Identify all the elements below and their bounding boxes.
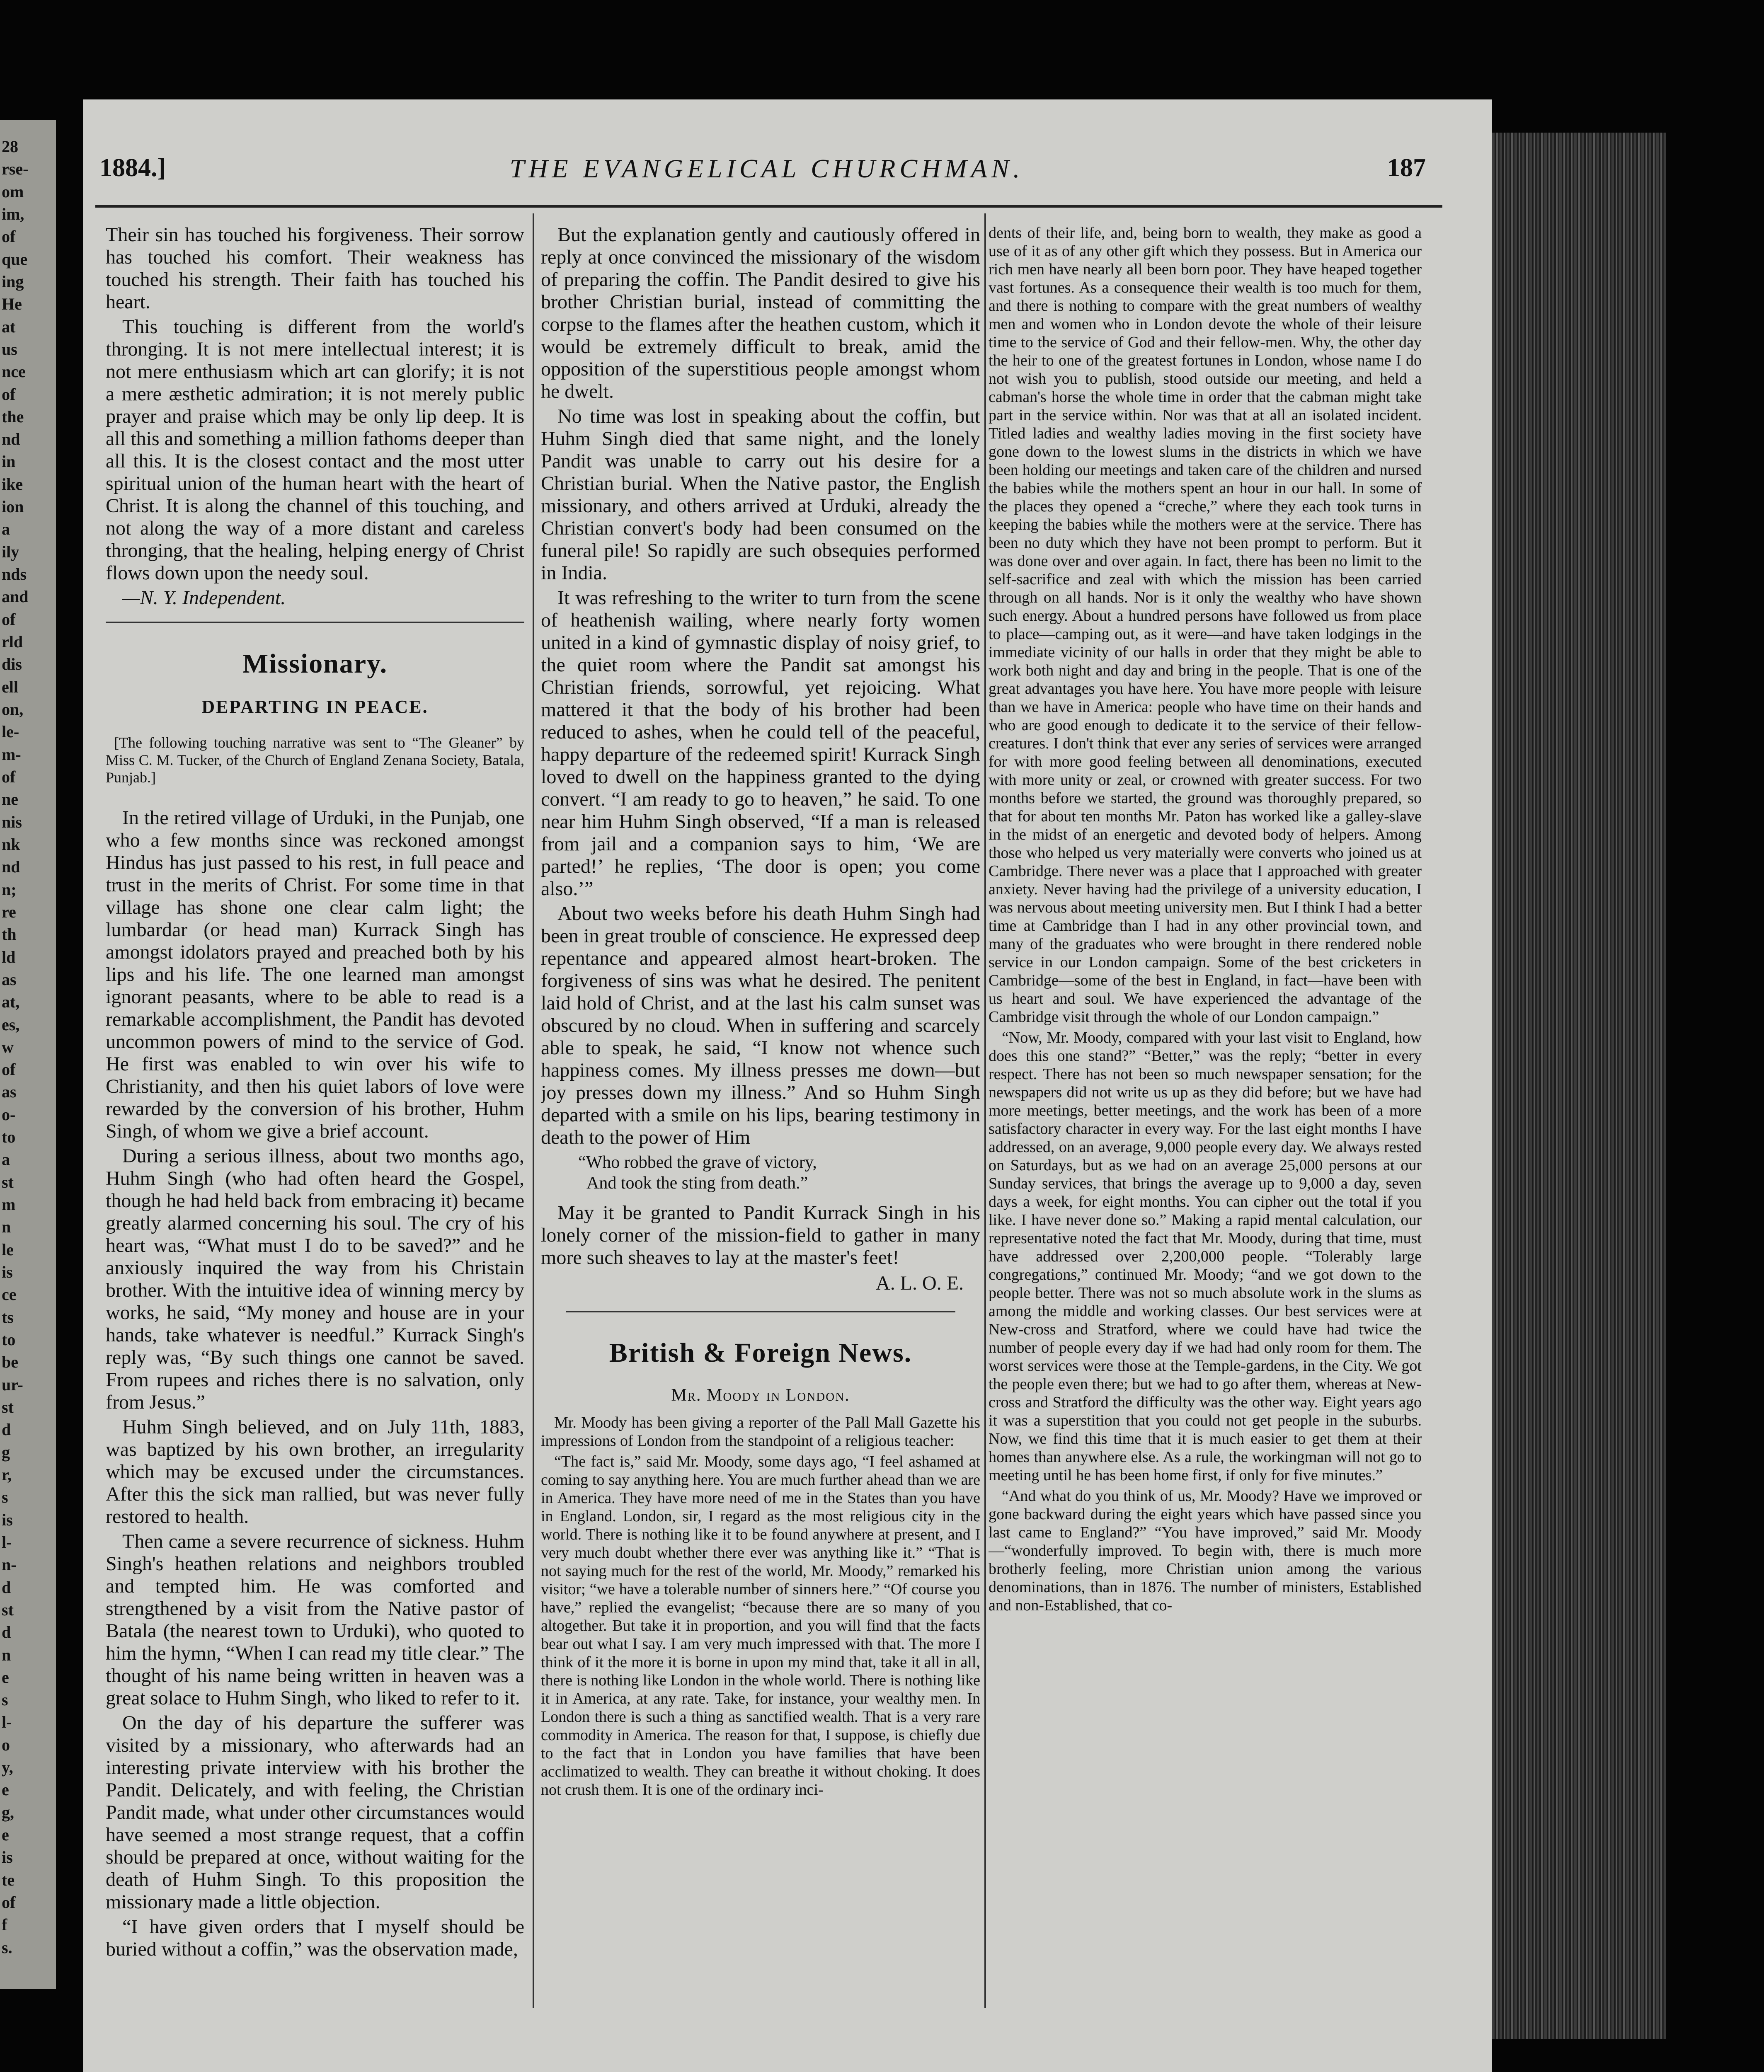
- paragraph: But the explanation gently and cautiously offered in reply at once convinced the missionary of the wisdom of preparing the coffin. The Pandit desired to give his brother Christian burial, instead of committing the corpse to the flames after the heathen custom, which it would be extremely difficult to break, amid the opposition of the superstitious people amongst whom he dwelt.: [541, 224, 980, 402]
- prev-page-fragment: le-: [2, 722, 19, 741]
- prev-page-fragment: nd: [2, 430, 20, 449]
- prev-page-fragment: f: [2, 1915, 7, 1934]
- prev-page-fragment: y,: [2, 1758, 13, 1777]
- prev-page-fragment: of: [2, 610, 16, 629]
- prev-page-fragment: nce: [2, 362, 26, 381]
- prev-page-fragment: g: [2, 1443, 10, 1462]
- prev-page-fragment: a: [2, 1150, 10, 1169]
- prev-page-fragment: be: [2, 1353, 18, 1372]
- paragraph: “I have given orders that I myself should be buried without a coffin,” was the observation made,: [106, 1916, 524, 1960]
- prev-page-fragment: st: [2, 1172, 14, 1191]
- prev-page-fragment: rse-: [2, 160, 29, 179]
- section-title-news: British & Foreign News.: [609, 1338, 912, 1368]
- page-stack-edges: [1492, 133, 1666, 2039]
- prev-page-fragment: im,: [2, 204, 24, 223]
- paragraph: Huhm Singh believed, and on July 11th, 1883, was baptized by his own brother, an irregularity which may be excused under the circumstances. After this the sick man rallied, but was never fully restored to health.: [106, 1416, 524, 1527]
- paragraph: It was refreshing to the writer to turn from the scene of heathenish wailing, where nearly forty women united in a kind of gymnastic display of noisy grief, to the quiet room where the Pandit sat amongst his Christian friends, sorrowful, yet rejoicing. What mattered it that the body of his brother had been reduced to ashes, when he could tell of the peaceful, happy departure of the redeemed spirit! Kurrack Singh loved to dwell on the happiness granted to the dying convert. “I am ready to go to heaven,” he said. To one near him Huhm Singh observed, “If a man is released from jail and a companion says to him, ‘We are parted!’ he replies, ‘The door is open; you come also.’”: [541, 587, 980, 900]
- header-year: 1884.]: [99, 154, 166, 182]
- prev-page-fragment: n;: [2, 880, 17, 899]
- prev-page-fragment: 28: [2, 137, 18, 156]
- prev-page-fragment: of: [2, 227, 16, 246]
- prev-page-fragment: rld: [2, 632, 23, 651]
- paragraph: May it be granted to Pandit Kurrack Singh in his lonely corner of the mission-field to gather in many more such sheaves to lay at the master's feet!: [541, 1202, 980, 1268]
- column-divider-2: [984, 213, 986, 2008]
- page-header: [99, 153, 1434, 199]
- prev-page-fragment: o: [2, 1735, 10, 1754]
- prev-page-fragment: and: [2, 587, 29, 606]
- prev-page-fragment: ne: [2, 790, 18, 809]
- page-number: 187: [1387, 154, 1426, 182]
- prev-page-fragment: s: [2, 1690, 8, 1709]
- paragraph: Mr. Moody has been giving a reporter of the Pall Mall Gazette his impressions of London from the standpoint of a religious teacher:: [541, 1414, 980, 1450]
- prev-page-fragment: te: [2, 1870, 15, 1889]
- section-rule: [566, 1311, 955, 1312]
- article-title: DEPARTING IN PEACE.: [201, 697, 429, 717]
- prev-page-fragment: ike: [2, 474, 23, 494]
- prev-page-fragment: le: [2, 1240, 14, 1259]
- prev-page-fragment: re: [2, 902, 16, 921]
- prev-page-fragment: is: [2, 1848, 13, 1867]
- poem-quote: [541, 1152, 980, 1193]
- prev-page-fragment: w: [2, 1037, 14, 1056]
- prev-page-fragment: n-: [2, 1555, 17, 1574]
- paragraph: About two weeks before his death Huhm Singh had been in great trouble of conscience. He expressed deep repentance and appeared almost heart-broken. The forgiveness of sins was what he desired. The penitent laid hold of Christ, and at the last his calm sunset was obscured by no cloud. When in suffering and scarcely able to speak, he said, “I know not whence such happiness comes. My illness presses me down—but joy presses down my illness.” And so Huhm Singh departed with a smile on his lips, bearing testimony in death to the power of Him: [541, 903, 980, 1148]
- column-1: [106, 224, 524, 2018]
- masthead-title: THE EVANGELICAL CHURCHMAN.: [509, 154, 1024, 183]
- prev-page-fragment: He: [2, 295, 22, 314]
- prev-page-fragment: d: [2, 1578, 11, 1597]
- prev-page-fragment: ce: [2, 1285, 17, 1304]
- poem-line: And took the sting from death.”: [586, 1174, 808, 1193]
- prev-page-fragment: e: [2, 1780, 9, 1799]
- prev-page-fragment: que: [2, 249, 28, 269]
- prev-page-fragment: of: [2, 1893, 16, 1912]
- prev-page-fragment: nd: [2, 857, 20, 876]
- column-divider-1: [533, 213, 534, 2008]
- prev-page-fragment: m: [2, 1195, 16, 1214]
- section-rule: [106, 622, 524, 623]
- prev-page-fragment: ld: [2, 947, 16, 966]
- prev-page-fragment: is: [2, 1263, 13, 1282]
- prev-page-fragment: d: [2, 1420, 11, 1439]
- prev-page-fragment: e: [2, 1668, 9, 1687]
- signature: A. L. O. E.: [876, 1272, 964, 1294]
- prev-page-fragment: r,: [2, 1465, 12, 1484]
- section-title-missionary: Missionary.: [242, 649, 388, 679]
- prev-page-fragment: o-: [2, 1105, 16, 1124]
- prev-page-fragment: s.: [2, 1938, 12, 1957]
- prev-page-fragment: ing: [2, 272, 24, 291]
- prev-page-fragment: nds: [2, 565, 27, 584]
- prev-page-fragment: to: [2, 1330, 16, 1349]
- prev-page-fragment: th: [2, 925, 17, 944]
- paragraph: On the day of his departure the sufferer was visited by a missionary, who afterwards had an interesting private interview with his brother the Pandit. Delicately, and with feeling, the Christian Pandit made, what under other circumstances would have seemed a most strange request, that a coffin should be prepared at once, without waiting for the death of Huhm Singh. To this proposition the missionary made a little objection.: [106, 1712, 524, 1913]
- prev-page-fragment: to: [2, 1128, 16, 1147]
- prev-page-fragment: at,: [2, 992, 20, 1012]
- paragraph: “The fact is,” said Mr. Moody, some days ago, “I feel ashamed at coming to say anything here. You are much further ahead than we are in America. They have more need of me in the States than you have in England. London, sir, I regard as the most religious city in the world. There is nothing like it to be found anywhere at present, and I very much doubt whether there ever was anything like it.” “That is not saying much for the rest of the world, Mr. Moody,” remarked his visitor; “we have a tolerable number of sinners here.” “Of course you have,” replied the evangelist; “because there are so many of you altogether. But take it in proportion, and you will find that the facts bear out what I say. I am very much impressed with that. The more I think of it the more it is borne in upon my mind that, take it all in all, there is nothing like London in the whole world. There is nothing like it in America, at any rate. Take, for instance, your wealthy men. In London there is such a thing as sanctified wealth. That is a very rare commodity in America. The reason for that, I suppose, is chiefly due to the fact that in London you have families that have been acclimatized to wealth. They can breathe it without choking. It does not crush them. It is one of the ordinary inci-: [541, 1453, 980, 1798]
- prev-page-fragment: a: [2, 520, 10, 539]
- prev-page-fragment: the: [2, 407, 24, 426]
- prev-page-fragment: n: [2, 1645, 11, 1664]
- paragraph: This touching is different from the world's thronging. It is not mere intellectual interest; it is not mere enthusiasm which art can glorify; it is not a mere æsthetic admiration; it is not merely public prayer and praise which may be only lip deep. It is all this and something a million fathoms deeper than all this. It is the closest contact and the most utter spiritual union of the human heart with the heart of Christ. It is along the channel of this touching, and not along the way of a more distant and careless thronging, that the healing, helping energy of Christ flows down upon the needy soul.: [106, 316, 524, 584]
- prev-page-fragment: st: [2, 1397, 14, 1416]
- prev-page-fragment: e: [2, 1825, 9, 1844]
- prev-page-fragment: d: [2, 1623, 11, 1642]
- prev-page-fragment: nk: [2, 835, 20, 854]
- prev-page-fragment: us: [2, 339, 17, 358]
- prev-page-fragment: ion: [2, 497, 24, 516]
- prev-page-fragment: is: [2, 1510, 13, 1529]
- prev-page-fragment: as: [2, 970, 17, 989]
- prev-page-fragment: ts: [2, 1307, 14, 1326]
- prev-page-fragment: l-: [2, 1713, 12, 1732]
- paragraph: Their sin has touched his forgiveness. Their sorrow has touched his comfort. Their weakness has touched his strength. Their faith has touched his heart.: [106, 224, 524, 313]
- article-title: Mr. Moody in London.: [671, 1386, 850, 1405]
- source-attribution: —N. Y. Independent.: [122, 587, 286, 609]
- paragraph: No time was lost in speaking about the coffin, but Huhm Singh died that same night, and the lonely Pandit was unable to carry out his desire for a Christian burial. When the Native pastor, the English missionary, and others arrived at Urduki, already the Christian convert's body had been consumed on the funeral pile! So rapidly are such obsequies performed in India.: [541, 405, 980, 584]
- column-2: [541, 224, 980, 2018]
- previous-page-edge: [0, 120, 56, 1989]
- prev-page-fragment: of: [2, 1060, 16, 1079]
- prev-page-fragment: dis: [2, 655, 22, 674]
- prev-page-fragment: nis: [2, 812, 22, 831]
- prev-page-fragment: of: [2, 385, 16, 404]
- paragraph: Then came a severe recurrence of sickness. Huhm Singh's heathen relations and neighbors troubled and tempted him. He was comforted and strengthened by a visit from the Native pastor of Batala (the nearest town to Urduki), who quoted to him the hymn, “When I can read my title clear.” The thought of his name being written in heaven was a great solace to Huhm Singh, who liked to refer to it.: [106, 1530, 524, 1709]
- paragraph: “And what do you think of us, Mr. Moody? Have we improved or gone backward during the eight years which have passed since you last came to England?” “You have improved,” said Mr. Moody—“wonderfully improved. To begin with, there is much more brotherly feeling, more Christian union among the various denominations, than in 1876. The number of ministers, Established and non-Established, that co-: [989, 1487, 1422, 1614]
- paragraph: In the retired village of Urduki, in the Punjab, one who a few months since was reckoned amongst Hindus has just passed to his rest, in full peace and trust in the merits of Christ. For some time in that village has shone one clear calm light; the lumbardar (or head man) Kurrack Singh has amongst idolators prayed and preached both by his lips and his life. The one learned man amongst ignorant peasants, where to be able to read is a remarkable accomplishment, the Pandit has devoted uncommon powers of mind to the service of God. He first was enabled to win over his wife to Christianity, and then his quiet labors of love were rewarded by the conversion of his brother, Huhm Singh, of whom we give a brief account.: [106, 807, 524, 1142]
- prev-page-fragment: of: [2, 767, 16, 786]
- prev-page-fragment: s: [2, 1488, 8, 1507]
- prev-page-fragment: m-: [2, 745, 21, 764]
- prev-page-fragment: on,: [2, 700, 24, 719]
- prev-page-fragment: as: [2, 1082, 17, 1101]
- prev-page-fragment: ur-: [2, 1375, 23, 1394]
- poem-line: “Who robbed the grave of victory,: [578, 1153, 817, 1172]
- prev-page-fragment: st: [2, 1600, 14, 1619]
- paragraph: During a serious illness, about two months ago, Huhm Singh (who had often heard the Gospel, though he had held back from embracing it) became greatly alarmed concerning his soul. The cry of his heart was, “What must I do to be saved?” and he anxiously inquired the way from his Christain brother. With the intuitive idea of winning mercy by works, he said, “My money and house are in your hands, take whatever is needful.” Kurrack Singh's reply was, “By such things one cannot be saved. From rupees and riches there is no salvation, only from Jesus.”: [106, 1145, 524, 1413]
- header-rule: [95, 205, 1442, 208]
- editor-note: [The following touching narrative was sent to “The Gleaner” by Miss C. M. Tucker, of the Church of England Zenana Society, Batala, Punjab.]: [106, 734, 524, 786]
- prev-page-fragment: at: [2, 317, 16, 336]
- prev-page-fragment: in: [2, 452, 16, 471]
- prev-page-fragment: ily: [2, 542, 19, 561]
- column-3: [989, 224, 1422, 2006]
- paragraph: “Now, Mr. Moody, compared with your last visit to England, how does this one stand?” “Better,” was the reply; “better in every respect. There has not been so much newspaper sensation; for the newspapers did not write us up as they did before; but we have had more meetings, better meetings, and the work has been of a more satisfactory character in every way. For the last eight months I have addressed, on an average, 9,000 people every day. We always rested on Saturdays, but as we had on an average 25,000 persons at our Sunday services, that brings the average up to 9,000 a day, seven days a week, for eight months. You can cipher out the total if you like. I have never done so.” Making a rapid mental calculation, our representative noted the fact that Mr. Moody, during that time, must have addressed over 2,200,000 people. “Tolerably large congregations,” continued Mr. Moody; “and we got down to the people better. There was not so much absolute work in the slums as among the middle and working classes. Our best services were at New-cross and Stratford, where we could have had twice the number of people every day if we had had only room for them. The worst services were those at the Temple-gardens, in the City. We got the people even there; but we had to go after them, whereas at New-cross and Stratford the difficulty was the other way. Eight years ago it was a superstition that you could not get people in the suburbs. Now, we find this time that it is much easier to get them at their homes than anywhere else. As a rule, the workingman will not go to meeting until he has been home first, if only for five minutes.”: [989, 1029, 1422, 1484]
- prev-page-fragment: l-: [2, 1532, 12, 1552]
- prev-page-fragment: es,: [2, 1015, 20, 1034]
- prev-page-fragment: g,: [2, 1803, 14, 1822]
- prev-page-fragment: om: [2, 182, 24, 201]
- paragraph: dents of their life, and, being born to wealth, they make as good a use of it as of any other gift which they possess. But in America our rich men have nearly all been born poor. They have heaped together vast fortunes. As a consequence their wealth is too much for them, and there is nothing to compare with the great numbers of wealthy men and women who in London devote the whole of their leisure time to the service of God and their fellow-men. Why, the other day the heir to one of the greatest fortunes in London, whose name I do not wish you to publish, stood outside our meeting, and held a cabman's horse the whole time in order that the cabman might take part in the service within. Nor was that at all an isolated incident. Titled ladies and wealthy ladies moving in the first society have gone down to the lowest slums in the districts in which we have been holding our meetings and taken care of the children and nursed the babies while the mothers spent an hour in our hall. In some of the places they opened a “creche,” where they each took turns in keeping the babies while the mothers were at the service. There has been no duty which they have not been prompt to perform. But it was done over and over again. In fact, there has been no limit to the self-sacrifice and zeal with which the mission has been carried through on all hands. Nor is it only the wealthy who have shown such energy. About a hundred persons have followed us from place to place—camping out, as it were—and have taken lodgings in the immediate vicinity of our halls in order that they might be able to work both night and day and bring in the people. That is one of the great advantages you have here. You have more people with leisure than we have in America: people who have time on their hands and who are good enough to dedicate it to the service of their fellow-creatures. I don't think that ever any series of services were arranged for with more good feeling between all denominations, executed with more unity or zeal, or crowned with greater success. For two months before we started, the ground was thoroughly prepared, so that for about ten months Mr. Paton has worked like a galley-slave in the midst of an energetic and devoted body of helpers. Among those who helped us very materially were converts who joined us at Cambridge. There never was a place that I approached with greater anxiety. Never having had the privilege of a university education, I was nervous about meeting university men. But I think I had a better time at Cambridge than I had in any other provincial town, and many of the graduates who were brought in there rendered noble service in our London campaign. Some of the best cricketers in Cambridge—some of the best in England, in fact—have been with us heart and soul. We have experienced the advantage of the Cambridge visit through the whole of our London campaign.”: [989, 224, 1422, 1026]
- prev-page-fragment: ell: [2, 677, 18, 696]
- prev-page-fragment: n: [2, 1218, 11, 1237]
